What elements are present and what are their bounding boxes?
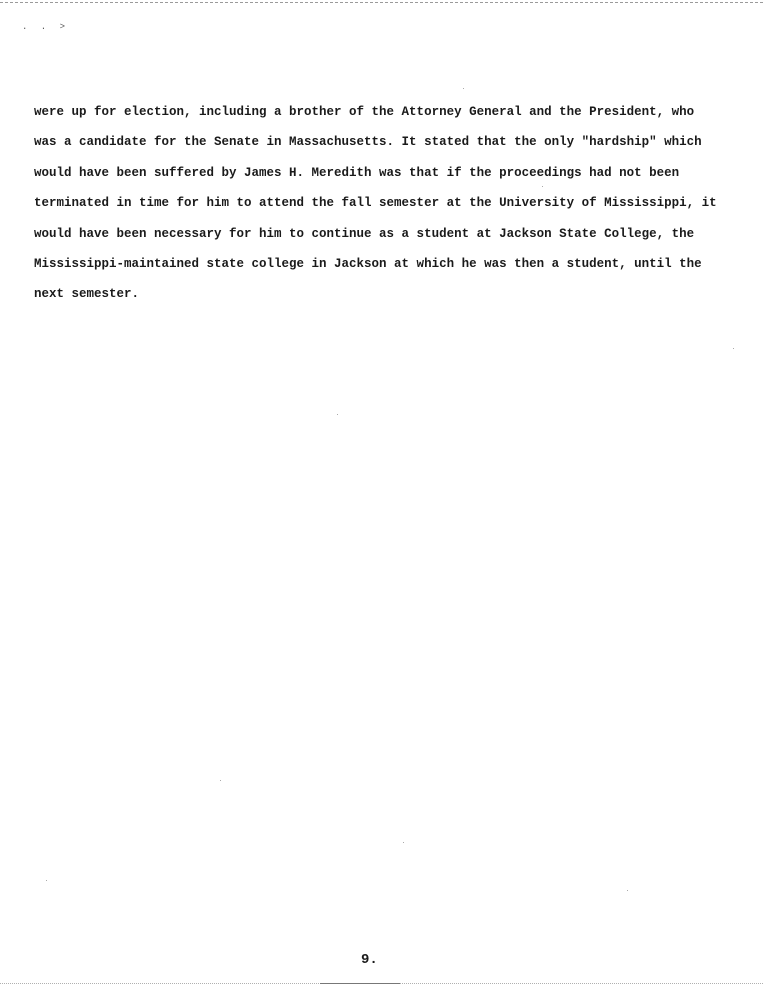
paragraph-line: would have been suffered by James H. Meredith was that if the proceedings had not been (34, 165, 680, 180)
scan-speck (220, 780, 221, 781)
bottom-dash (320, 983, 400, 984)
paragraph-line: was a candidate for the Senate in Massachusetts. It stated that the only "hardship" which (34, 135, 702, 150)
scan-speck (542, 186, 543, 187)
page-number: 9. (361, 952, 378, 968)
scan-speck (46, 880, 47, 881)
top-border (0, 2, 763, 3)
paragraph-line: terminated in time for him to attend the fall semester at the University of Mississippi, it (34, 196, 717, 211)
body-paragraph (34, 97, 734, 310)
paragraph-line: next semester. (34, 287, 140, 302)
scan-speck (403, 842, 404, 843)
scan-speck (463, 88, 464, 89)
scan-speck (733, 348, 734, 349)
paragraph-line: would have been necessary for him to continue as a student at Jackson State College, the (34, 226, 695, 241)
paragraph-line: Mississippi-maintained state college in Jackson at which he was then a student, until the (34, 257, 702, 272)
scan-speck (337, 414, 338, 415)
paragraph-line: were up for election, including a brother of the Attorney General and the President, who (34, 105, 695, 119)
scan-speck (627, 890, 628, 891)
corner-marks: . . > (22, 22, 70, 32)
